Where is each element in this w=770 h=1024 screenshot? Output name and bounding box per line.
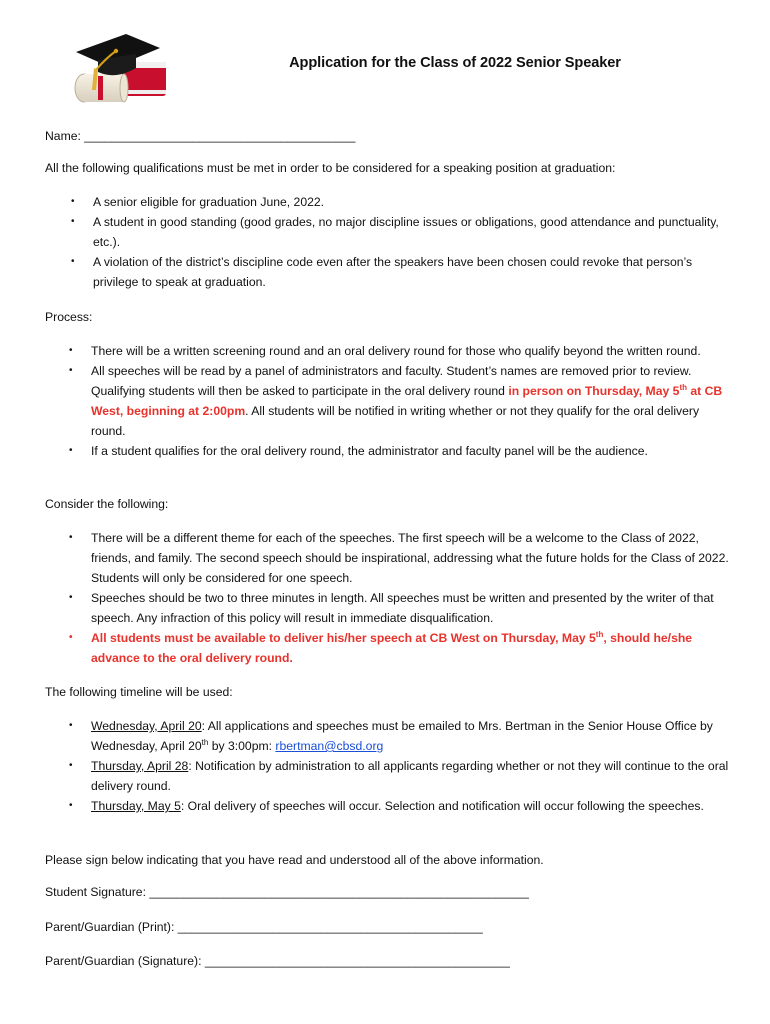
bullet-icon: •: [69, 800, 73, 811]
timeline-date: Wednesday, April 20: [91, 719, 202, 733]
list-item: • All speeches will be read by a panel of administrators and faculty. Student’s names are removed prior to review. Qualifying students will then be asked to participate in the oral delivery round in person on Thursday, May 5th at CB West, beginning at 2:00pm. All students will be notified in writing whether or not they qualify for the oral delivery round.: [91, 361, 731, 441]
bullet-icon: •: [69, 445, 73, 456]
timeline-heading: The following timeline will be used:: [45, 685, 233, 699]
bullet-icon: •: [71, 216, 75, 227]
list-item: • Thursday, April 28: Notification by administration to all applicants regarding whether or not they will continue to the oral delivery round.: [91, 756, 731, 796]
list-item: • There will be a different theme for each of the speeches. The first speech will be a welcome to the Class of 2022, friends, and family. The second speech should be inspirational, addressing what the future holds for the Class of 2022. Students will only be considered for one speech.: [91, 528, 731, 588]
oral-round-date-emphasis: in person on Thursday, May 5th at CB West, beginning at 2:00pm: [91, 383, 723, 418]
qualifications-list: [71, 192, 733, 292]
timeline-date: Thursday, May 5: [91, 799, 181, 813]
bullet-icon: •: [69, 532, 73, 543]
list-item: • Speeches should be two to three minutes in length. All speeches must be written and presented by the writer of that speech. Any infraction of this policy will result in immediate disqualification.: [91, 588, 731, 628]
process-heading: Process:: [45, 310, 93, 324]
bullet-icon: •: [69, 720, 73, 731]
consider-heading: Consider the following:: [45, 497, 169, 511]
bullet-icon: •: [71, 196, 75, 207]
name-field-line[interactable]: Name: ________________________________________: [45, 129, 356, 143]
student-signature-field[interactable]: Student Signature: ________________________________________________________: [45, 885, 529, 899]
parent-print-field[interactable]: Parent/Guardian (Print): _____________________________________________: [45, 920, 483, 934]
sign-instruction: Please sign below indicating that you have read and understood all of the above information.: [45, 853, 544, 867]
timeline-list: [69, 716, 731, 816]
bullet-icon: •: [69, 632, 73, 643]
list-item: • A student in good standing (good grades, no major discipline issues or obligations, good attendance and punctuality, etc.).: [93, 212, 733, 252]
bullet-icon: •: [69, 592, 73, 603]
list-item: • Thursday, May 5: Oral delivery of speeches will occur. Selection and notification will occur following the speeches.: [91, 796, 731, 816]
list-item: • All students must be available to deliver his/her speech at CB West on Thursday, May 5th, should he/she advance to the oral delivery round.: [69, 630, 693, 665]
timeline-date: Thursday, April 28: [91, 759, 189, 773]
consider-list: [69, 528, 731, 668]
qualifications-intro: All the following qualifications must be met in order to be considered for a speaking position at graduation:: [45, 161, 616, 175]
bullet-icon: •: [69, 345, 73, 356]
graduation-cap-diploma-icon: [56, 24, 174, 114]
email-link[interactable]: rbertman@cbsd.org: [275, 739, 384, 753]
bullet-icon: •: [71, 256, 75, 267]
list-item: • A senior eligible for graduation June, 2022.: [93, 192, 733, 212]
page-title: Application for the Class of 2022 Senior Speaker: [289, 55, 621, 71]
process-list: [69, 341, 731, 461]
bullet-icon: •: [69, 365, 73, 376]
list-item: • If a student qualifies for the oral delivery round, the administrator and faculty panel will be the audience.: [91, 441, 731, 461]
list-item: • A violation of the district’s discipline code even after the speakers have been chosen could revoke that person’s privilege to speak at graduation.: [93, 252, 733, 292]
parent-signature-field[interactable]: Parent/Guardian (Signature): _____________________________________________: [45, 954, 510, 968]
list-item: • There will be a written screening round and an oral delivery round for those who qualify beyond the written round.: [91, 341, 731, 361]
bullet-icon: •: [69, 760, 73, 771]
list-item: • Wednesday, April 20: All applications and speeches must be emailed to Mrs. Bertman in the Senior House Office by Wednesday, April 20th by 3:00pm: rbertman@cbsd.org: [91, 716, 731, 756]
